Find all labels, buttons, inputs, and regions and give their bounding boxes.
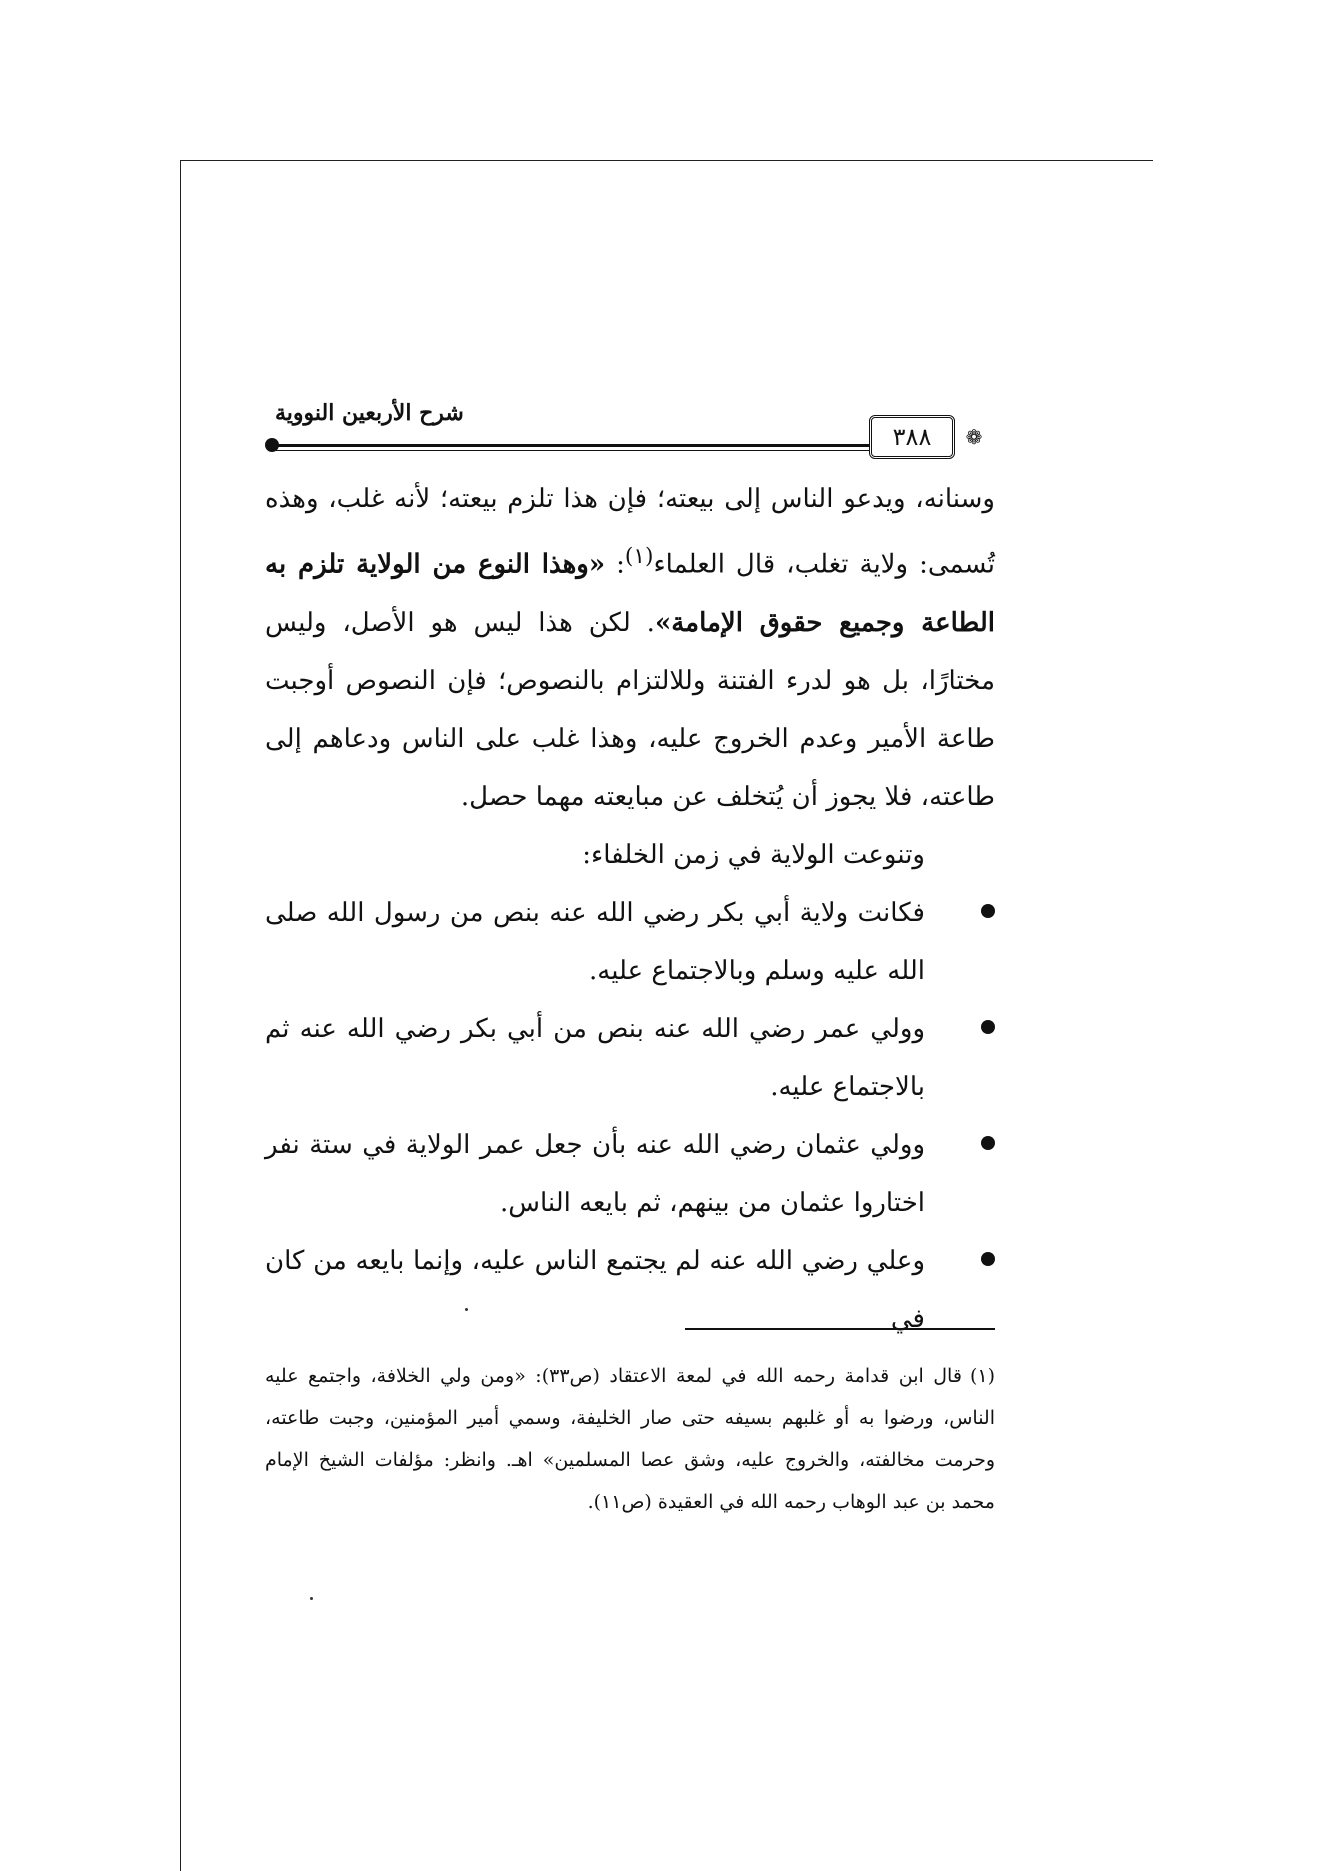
colon: : (605, 549, 625, 580)
footnote (265, 1355, 995, 1523)
bullet-icon (981, 1252, 995, 1266)
header-dot-ornament (265, 438, 279, 452)
bullet-icon (981, 1136, 995, 1150)
list-item-text: فكانت ولاية أبي بكر رضي الله عنه بنص من رسول الله صلى الله عليه وسلم وبالاجتماع عليه. (265, 897, 925, 986)
quoted-statement: «وهذا النوع من الولاية تلزم به الطاعة وجميع حقوق الإمامة» (265, 549, 995, 638)
flower-ornament-icon: ❁ (965, 425, 983, 449)
page-frame-left (180, 160, 181, 1871)
bullet-icon (981, 1020, 995, 1034)
list-item (265, 1000, 995, 1116)
footnote-separator (685, 1328, 995, 1330)
footnote-text: قال ابن قدامة رحمه الله في لمعة الاعتقاد (ص٣٣): «ومن ولي الخلافة، واجتمع عليه الناس، ورضوا به أو غلبهم بسيفه حتى صار الخليفة، وسمي أمير المؤمنين، وجبت طاعته، وحرمت مخالفته، والخروج عليه، وشق عصا المسلمين» اهـ. وانظر: مؤلفات الشيخ الإمام محمد بن عبد الوهاب رحمه الله في العقيدة (ص١١). (265, 1365, 995, 1513)
list-item (265, 884, 995, 1000)
list-item-text: وولي عمر رضي الله عنه بنص من أبي بكر رضي الله عنه ثم بالاجتماع عليه. (265, 1013, 925, 1102)
footnote-number: (١) (969, 1365, 995, 1387)
running-header (265, 400, 995, 460)
paragraph-1 (265, 470, 995, 826)
list-item (265, 1116, 995, 1232)
page-number: ٣٨٨ (869, 415, 955, 459)
list-item-text: وولي عثمان رضي الله عنه بأن جعل عمر الولاية في ستة نفر اختاروا عثمان من بينهم، ثم بايعه الناس. (265, 1129, 925, 1218)
page-frame-top (180, 160, 1153, 161)
scan-speck (465, 1308, 468, 1311)
book-title: شرح الأربعين النووية (275, 400, 464, 426)
footnote-paragraph (265, 1355, 995, 1523)
paragraph-1-continuation: . لكن هذا ليس هو الأصل، وليس مختارًا، بل هو لدرء الفتنة وللالتزام بالنصوص؛ فإن النصوص أوجبت طاعة الأمير وعدم الخروج عليه، وهذا غلب على الناس ودعاهم إلى طاعته، فلا يجوز أن يُتخلف عن مبايعته مهما حصل. (265, 607, 995, 812)
intro-line: وتنوعت الولاية في زمن الخلفاء: (582, 839, 925, 870)
footnote-reference: (١) (624, 544, 654, 569)
main-text (265, 470, 995, 1348)
paragraph-1-text: وسنانه، ويدعو الناس إلى بيعته؛ فإن هذا تلزم بيعته؛ لأنه غلب، وهذه تُسمى: ولاية تغلب، قال العلماء (265, 484, 995, 580)
header-rule-thin (275, 450, 955, 451)
list-item-text: وعلي رضي الله عنه لم يجتمع الناس عليه، وإنما بايعه من كان في (265, 1245, 925, 1334)
header-rule (275, 444, 955, 447)
caliphs-list (265, 884, 995, 1348)
scan-speck (310, 1597, 313, 1600)
bullet-icon (981, 904, 995, 918)
list-item (265, 1232, 995, 1348)
